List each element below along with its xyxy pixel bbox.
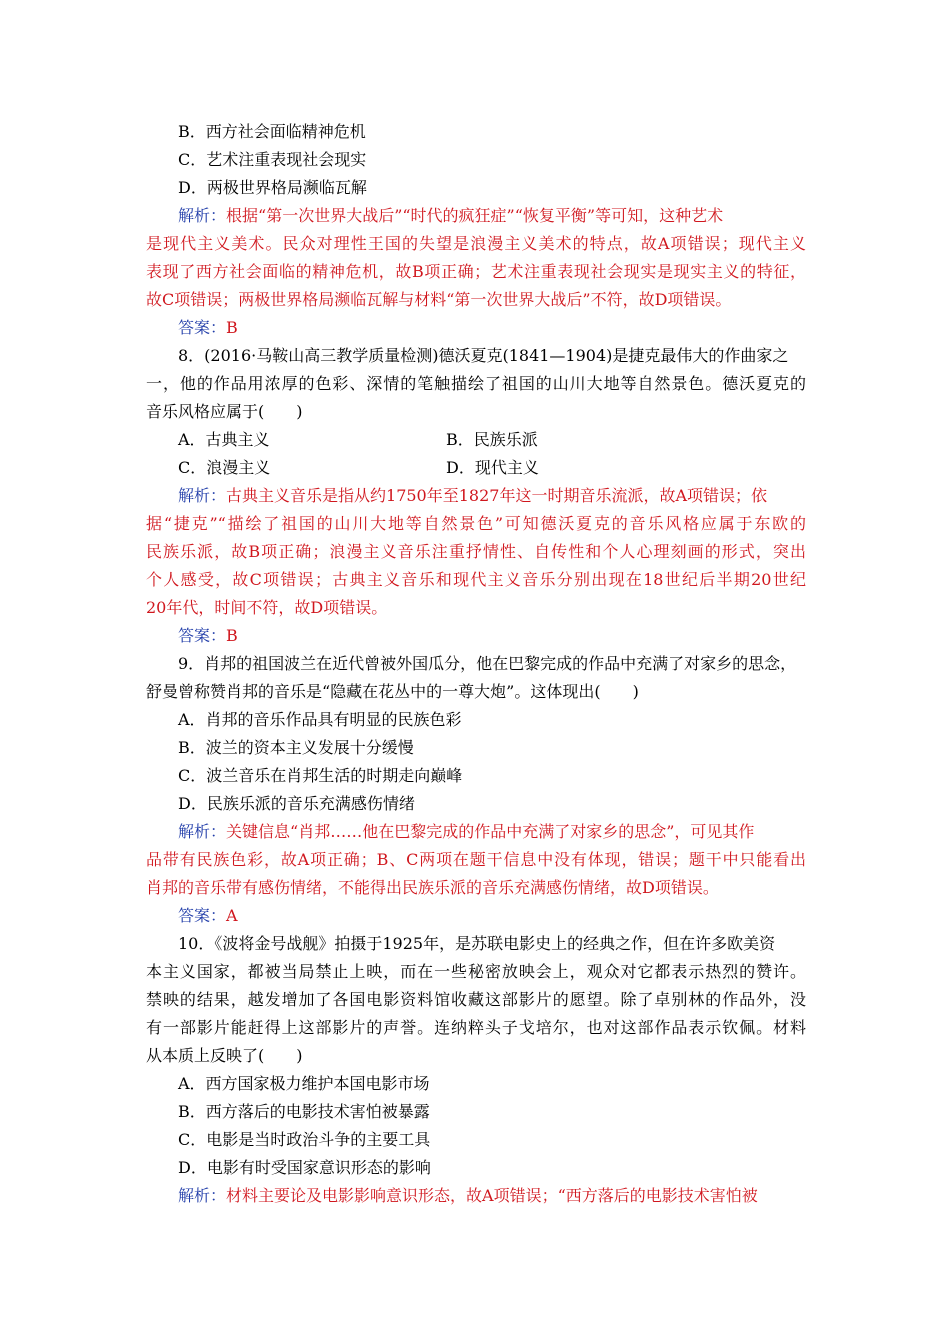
q7-option-d: D．两极世界格局濒临瓦解 — [178, 178, 367, 197]
q9-option-c: C．波兰音乐在肖邦生活的时期走向巅峰 — [178, 766, 463, 785]
q10-explanation-line-1: 解析：材料主要论及电影影响意识形态，故A项错误；“西方落后的电影技术害怕被 — [178, 1186, 758, 1205]
q7-explanation-label: 解析： — [178, 206, 227, 225]
q7-answer-value: B — [226, 318, 238, 337]
q10-option-a: A．西方国家极力维护本国电影市场 — [178, 1074, 430, 1093]
q8-answer-value: B — [226, 626, 238, 645]
q10-option-d: D．电影有时受国家意识形态的影响 — [178, 1158, 431, 1177]
q8-explanation-label: 解析： — [178, 486, 227, 505]
q9-option-a: A．肖邦的音乐作品具有明显的民族色彩 — [178, 710, 462, 729]
q9-option-b: B．波兰的资本主义发展十分缓慢 — [178, 738, 414, 757]
q9-answer — [178, 906, 238, 928]
q8-answer — [178, 626, 238, 648]
q7-explanation-line-1: 解析：根据“第一次世界大战后”“时代的疯狂症”“恢复平衡”等可知，这种艺术 — [178, 206, 724, 225]
q9-answer-value: A — [226, 906, 238, 925]
q10-stem-line-1: 10．《波将金号战舰》拍摄于1925年，是苏联电影史上的经典之作，但在许多欧美资 — [178, 934, 776, 953]
q9-stem-line-1: 9．肖邦的祖国波兰在近代曾被外国瓜分，他在巴黎完成的作品中充满了对家乡的思念， — [178, 654, 797, 673]
q10-stem-line-3: 禁映的结果，越发增加了各国电影资料馆收藏这部影片的愿望。除了卓别林的作品外，没 — [146, 990, 806, 1009]
q7-explanation-line-4: 故C项错误；两极世界格局濒临瓦解与材料“第一次世界大战后”不符，故D项错误。 — [146, 290, 732, 309]
q8-option-b: B．民族乐派 — [446, 430, 538, 449]
q9-explanation-line-1: 解析：关键信息“肖邦……他在巴黎完成的作品中充满了对家乡的思念”，可见其作 — [178, 822, 755, 841]
q8-option-c: C．浪漫主义 — [178, 458, 271, 477]
q10-option-c: C．电影是当时政治斗争的主要工具 — [178, 1130, 431, 1149]
q8-stem-line-3: 音乐风格应属于( ) — [146, 402, 303, 421]
q8-explanation-line-3: 民族乐派，故B项正确；浪漫主义音乐注重抒情性、自传性和个人心理刻画的形式，突出 — [146, 542, 806, 561]
q9-answer-label: 答案： — [178, 906, 227, 925]
q8-stem-line-1: 8．(2016·马鞍山高三教学质量检测)德沃夏克(1841—1904)是捷克最伟大的作曲家之 — [178, 346, 789, 365]
q7-answer-label: 答案： — [178, 318, 227, 337]
q8-stem-line-2: 一，他的作品用浓厚的色彩、深情的笔触描绘了祖国的山川大地等自然景色。德沃夏克的 — [146, 374, 806, 393]
q8-answer-label: 答案： — [178, 626, 227, 645]
q10-option-b: B．西方落后的电影技术害怕被暴露 — [178, 1102, 430, 1121]
q8-option-row-1 — [178, 430, 270, 452]
q9-explanation-label: 解析： — [178, 822, 227, 841]
q7-option-b: B．西方社会面临精神危机 — [178, 122, 366, 141]
q9-explanation-line-2: 品带有民族色彩，故A项正确；B、C两项在题干信息中没有体现，错误；题干中只能看出 — [146, 850, 806, 869]
q9-explanation-line-3: 肖邦的音乐带有感伤情绪，不能得出民族乐派的音乐充满感伤情绪，故D项错误。 — [146, 878, 719, 897]
q7-option-c: C．艺术注重表现社会现实 — [178, 150, 367, 169]
q10-stem-line-5: 从本质上反映了( ) — [146, 1046, 303, 1065]
q10-stem-line-2: 本主义国家，都被当局禁止上映，而在一些秘密放映会上，观众对它都表示热烈的赞许。 — [146, 962, 806, 981]
q8-explanation-line-4: 个人感受，故C项错误；古典主义音乐和现代主义音乐分别出现在18世纪后半期20世纪 — [146, 570, 806, 589]
q7-explanation-line-3: 表现了西方社会面临的精神危机，故B项正确；艺术注重表现社会现实是现实主义的特征， — [146, 262, 806, 281]
q7-explanation-line-2: 是现代主义美术。民众对理性王国的失望是浪漫主义美术的特点，故A项错误；现代主义 — [146, 234, 806, 253]
q8-explanation-line-1: 解析：古典主义音乐是指从约1750年至1827年这一时期音乐流派，故A项错误；依 — [178, 486, 768, 505]
q8-explanation-line-5: 20年代，时间不符，故D项错误。 — [146, 598, 388, 617]
q7-answer — [178, 318, 238, 340]
q9-stem-line-2: 舒曼曾称赞肖邦的音乐是“隐藏在花丛中的一尊大炮”。这体现出( ) — [146, 682, 639, 701]
q8-explanation-line-2: 据“捷克”“描绘了祖国的山川大地等自然景色”可知德沃夏克的音乐风格应属于东欧的 — [146, 514, 806, 533]
q10-explanation-label: 解析： — [178, 1186, 227, 1205]
q10-stem-line-4: 有一部影片能赶得上这部影片的声誉。连纳粹头子戈培尔，也对这部作品表示钦佩。材料 — [146, 1018, 806, 1037]
q8-option-d: D．现代主义 — [446, 458, 539, 477]
q9-option-d: D．民族乐派的音乐充满感伤情绪 — [178, 794, 415, 813]
q8-option-a: A．古典主义 — [178, 430, 270, 449]
